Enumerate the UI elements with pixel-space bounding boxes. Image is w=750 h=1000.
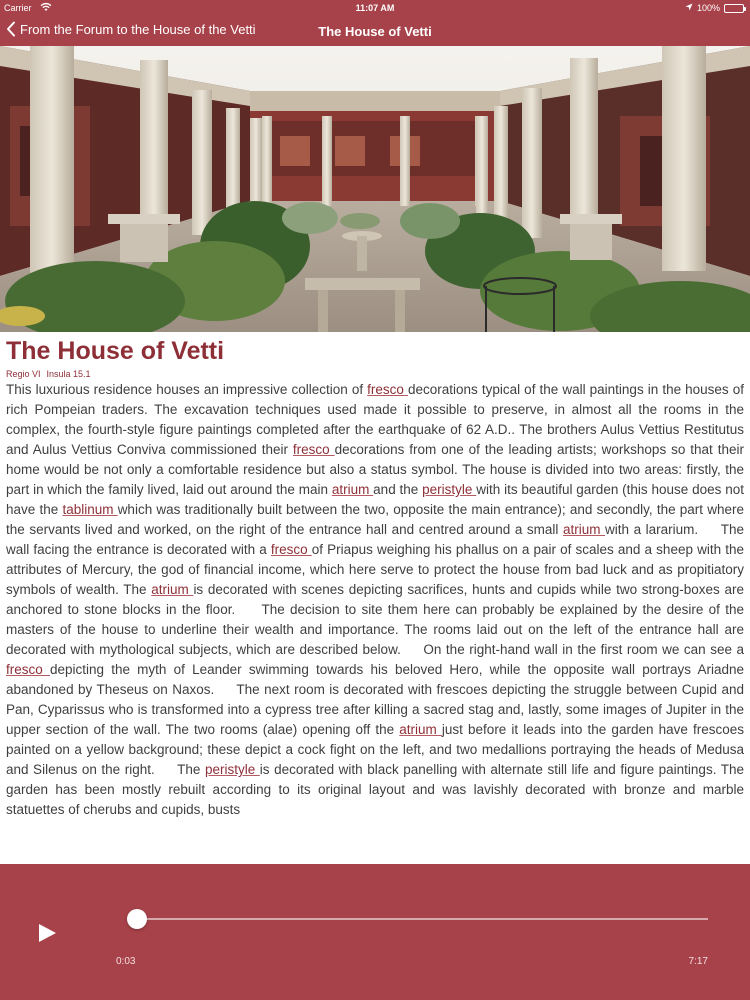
article-location: [6, 369, 744, 379]
body-text-segment: of Priapus weighing his phallus on a pair of scales and a sheep with the attributes of Mercury, the god of financial income, which here serve to protect the house from bad luck and as propitiatory symbols of wealth. The: [6, 542, 744, 597]
hero-image: [0, 46, 750, 332]
glossary-link[interactable]: atrium: [562, 522, 606, 537]
carrier-label: Carrier: [4, 3, 32, 13]
body-text-segment: decorations typical of the wall paintings in the houses of rich Pompeian traders. The excavation techniques used made it possible to preserve, in almost all the rooms in the complex, the fourth-style figure paintings completed after the earthquake of 62 A.D.. The brothers Aulus Vettius Restitutus and Aulus Vettius Conviva commissioned their: [6, 382, 744, 457]
glossary-link[interactable]: fresco: [6, 662, 50, 677]
status-bar: [0, 0, 750, 16]
body-text-segment: which was traditionally built between the two, opposite the main entrance); and secondly, the part where the servants lived and worked, on the right of the entrance hall and centred around a small: [6, 502, 744, 537]
glossary-link[interactable]: tablinum: [62, 502, 118, 517]
clock: 11:07 AM: [355, 3, 395, 13]
article-body: [6, 380, 744, 860]
seek-track[interactable]: [130, 918, 708, 920]
glossary-link[interactable]: atrium: [151, 582, 194, 597]
glossary-link[interactable]: peristyle: [422, 482, 477, 497]
play-button[interactable]: [36, 922, 58, 944]
battery-icon: [724, 4, 744, 13]
body-text-segment: just before it leads into the garden have frescoes painted on a yellow background; these depict a cock fight on the left, and two medallions portraying the heads of Medusa and Silenus on the right. The: [6, 722, 744, 777]
battery-percent: 100%: [696, 3, 720, 13]
body-text-segment: depicting the myth of Leander swimming towards his beloved Hero, while the opposite wall portrays Ariadne abandoned by Theseus on Naxos. The next room is decorated with frescoes depicting the struggle between Cupid and Pan, Cyparissus who is transformed into a cypress tree after killing a sacred stag and, lastly, some images of Jupiter in the upper section of the wall. The two rooms (alae) opening off the: [6, 662, 744, 737]
glossary-link[interactable]: fresco: [367, 382, 408, 397]
body-text-segment: with its beautiful garden (this house does not have the: [6, 482, 744, 517]
body-text-segment: This luxurious residence houses an impressive collection of: [6, 382, 368, 397]
back-button-label: From the Forum to the House of the Vetti: [20, 21, 256, 37]
region-label: Regio VI: [6, 369, 41, 379]
body-text-segment: with a lararium. The wall facing the entrance is decorated with a: [6, 522, 744, 557]
body-text-segment: is decorated with scenes depicting sacrifices, hunts and cupids while two strong-boxes are anchored to stone blocks in the floor. The decision to site them here can probably be explained by the desire of the masters of the house to underline their wealth and importance. The rooms laid out on the left of the entrance hall are decorated with mythological subjects, which are described below. On the right-hand wall in the first room we can see a: [6, 582, 744, 657]
body-text-segment: is decorated with black panelling with alternate still life and figure paintings. The garden has been mostly rebuilt according to its original layout and was lavishly decorated with bronze and marble statuettes of cherubs and cupids, busts: [6, 762, 744, 817]
nav-title: The House of Vetti: [318, 24, 432, 39]
glossary-link[interactable]: atrium: [399, 722, 442, 737]
total-time: 7:17: [688, 956, 708, 967]
body-text-segment: decorations from one of the leading artists; workshops so that their home would be not only a comfortable residence but also a status symbol. The house is divided into two areas: firstly, the part in which the family lived, laid out around the main: [6, 442, 744, 497]
navigation-bar: [0, 16, 750, 46]
body-text-segment: and the: [373, 482, 423, 497]
audio-player: [0, 864, 750, 1000]
insula-label: Insula 15.1: [46, 369, 91, 379]
article-title: The House of Vetti: [6, 337, 225, 365]
article: [6, 336, 744, 860]
glossary-link[interactable]: peristyle: [204, 762, 260, 777]
glossary-link[interactable]: fresco: [270, 542, 312, 557]
glossary-link[interactable]: atrium: [331, 482, 374, 497]
current-time: 0:03: [116, 956, 136, 967]
seek-thumb[interactable]: [127, 909, 147, 929]
article-paragraph: [6, 380, 744, 820]
glossary-link[interactable]: fresco: [292, 442, 335, 457]
play-icon: [36, 922, 58, 944]
location-arrow-icon: [685, 3, 693, 13]
